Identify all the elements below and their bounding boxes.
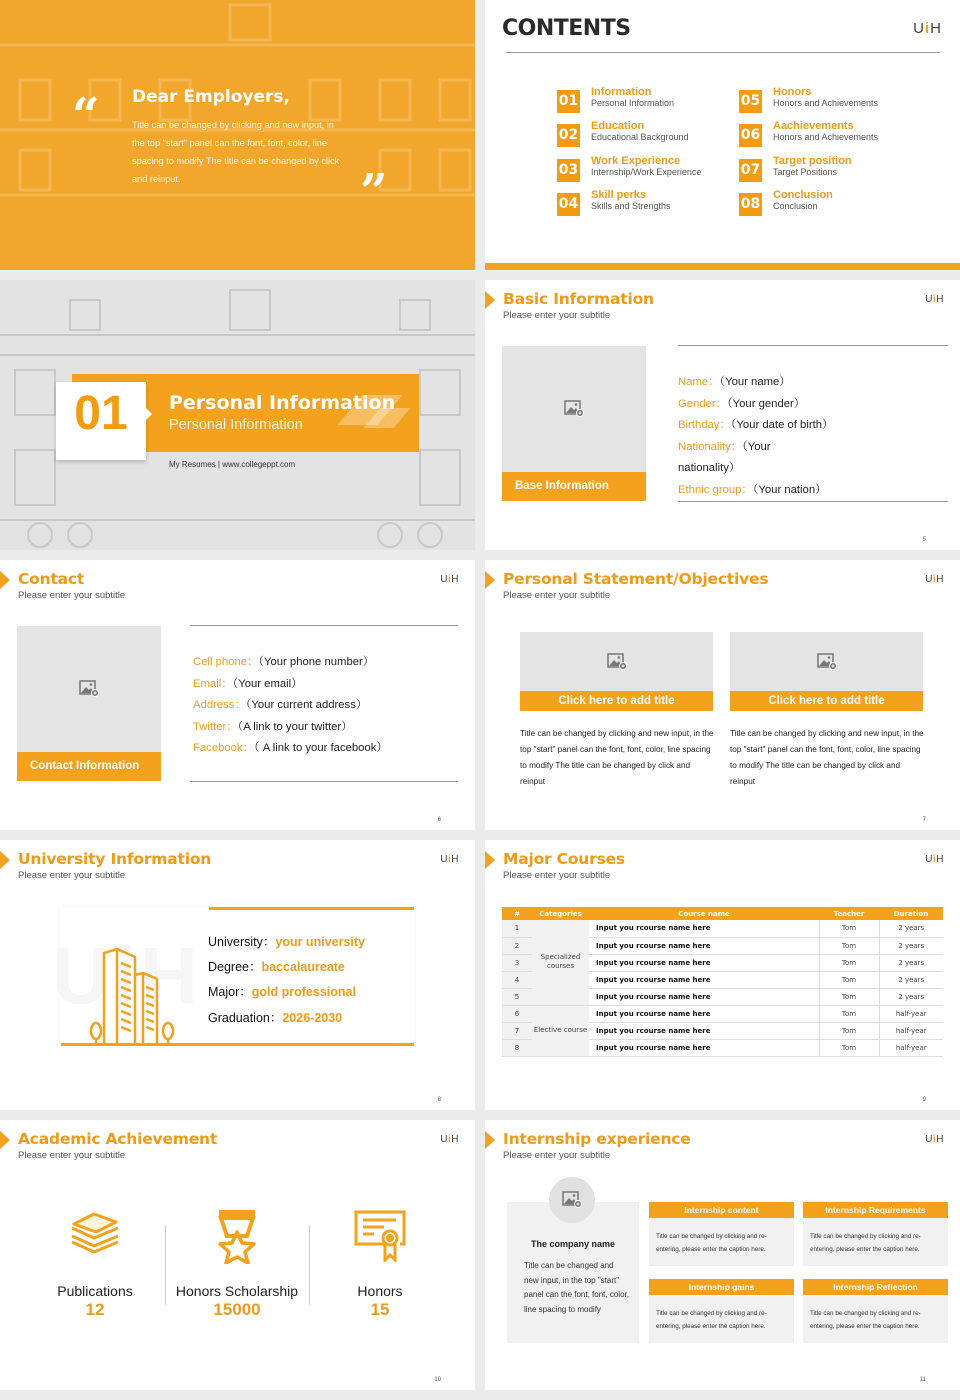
company-description: Title can be changed and new input, in the top "start" panel can the font, font, color, line spacing to modify	[524, 1261, 629, 1314]
toc-title: Skill perks	[591, 189, 647, 201]
table-row: 5 Input you rcourse name here Tom 2 years	[502, 988, 943, 1005]
slide-university-information[interactable]	[0, 840, 475, 1110]
table-row: 4 Input you rcourse name here Tom 2 years	[502, 971, 943, 988]
slide-subtitle: Please enter your subtitle	[18, 590, 126, 601]
page-number: 9	[922, 1097, 926, 1103]
slide-title: Internship experience	[503, 1130, 691, 1148]
page-number: 10	[434, 1377, 441, 1383]
slide-title: Academic Achievement	[18, 1130, 218, 1148]
toc-number: 07	[739, 159, 762, 182]
uih-logo: UiH	[925, 854, 944, 865]
col-duration: Duration	[879, 907, 943, 920]
company-name: The company name	[530, 1239, 616, 1249]
page-number: 5	[922, 537, 926, 543]
field-degree: Degree：baccalaureate	[208, 960, 345, 975]
photo-placeholder[interactable]	[17, 626, 161, 781]
field-gender: Gender：（Your gender）	[678, 397, 806, 410]
uih-logo: UiH	[440, 1134, 459, 1145]
toc-subtitle: Internship/Work Experience	[591, 167, 702, 177]
col-course-name: Course name	[589, 907, 819, 920]
card-text-2: Title can be changed by clicking and new input, in the top "start" panel can the font, font, color, line spacing to modify The title can be changed by click and reinput	[730, 729, 924, 786]
uih-logo: UiH	[440, 574, 459, 585]
field-twitter: Twitter：（A link to your twitter）	[193, 720, 353, 733]
field-address: Address：（Your current address）	[193, 699, 368, 712]
toc-title: Honors	[773, 86, 812, 98]
slide-subtitle: Please enter your subtitle	[503, 310, 611, 321]
page-number: 8	[437, 1097, 441, 1103]
field-university: University：your university	[208, 935, 365, 949]
toc-title: Target position	[773, 155, 852, 167]
field-email: Email：（Your email）	[193, 677, 303, 690]
page-number: 7	[922, 817, 926, 823]
divider-bottom	[190, 781, 458, 782]
open-quote-icon: “	[72, 88, 100, 144]
section-subtitle: Personal Information	[169, 417, 303, 433]
divider-top	[190, 625, 458, 626]
toc-subtitle: Educational Background	[591, 132, 689, 142]
contents-title: CONTENTS	[502, 16, 631, 41]
toc-subtitle: Target Positions	[773, 167, 838, 177]
accent-line-top	[209, 907, 414, 910]
university-fields	[208, 930, 365, 1031]
card-title-bar-2[interactable]: Click here to add title	[730, 691, 923, 711]
card-text-1: Title can be changed by clicking and new input, in the top "start" panel can the font, font, color, line spacing to modify The title can be changed by click and reinput	[520, 729, 714, 786]
toc-subtitle: Skills and Strengths	[591, 201, 671, 211]
close-quote-icon: ”	[360, 164, 388, 220]
table-row: 6 Elective course Input you rcourse name here Tom half-year	[502, 1005, 943, 1022]
slide-subtitle: Please enter your subtitle	[18, 1150, 126, 1161]
slide-contents[interactable]	[485, 0, 960, 270]
internship-card-gains: Internship gains Title can be changed by clicking and re-entering, please enter the caption here.	[649, 1279, 794, 1343]
toc-title: Education	[591, 120, 645, 132]
slide-subtitle: Please enter your subtitle	[503, 1150, 611, 1161]
slide-title: Personal Statement/Objectives	[503, 570, 769, 588]
internship-card-requirements: Internship Requirements Title can be changed by clicking and re-entering, please enter the caption here.	[803, 1202, 948, 1266]
slide-major-courses[interactable]	[485, 840, 960, 1110]
page-number: 11	[919, 1377, 926, 1383]
toc-title: Conclusion	[773, 189, 833, 201]
add-image-icon	[607, 653, 627, 670]
header-arrow-icon	[485, 851, 495, 869]
toc-subtitle: Honors and Achievements	[773, 98, 879, 108]
slide-title: Basic Information	[503, 290, 654, 308]
slide-section-personal-info[interactable]	[0, 280, 475, 550]
field-name: Name：（Your name）	[678, 376, 791, 388]
header-arrow-icon	[485, 1131, 495, 1149]
section-number: 01	[74, 387, 128, 440]
basic-fields	[678, 372, 878, 502]
uih-logo: UiH	[913, 20, 942, 37]
certificate-icon	[305, 1210, 455, 1266]
toc-subtitle: Conclusion	[773, 201, 818, 211]
internship-card-reflection: Internship Reflection Title can be changed by clicking and re-entering, please enter the caption here.	[803, 1279, 948, 1343]
slide-academic-achievement[interactable]	[0, 1120, 475, 1390]
field-major: Major：gold professional	[208, 985, 356, 1000]
table-row: 2 Input you rcourse name here Tom 2 years	[502, 937, 943, 954]
divider-top	[678, 345, 948, 346]
field-graduation: Graduation：2026-2030	[208, 1010, 343, 1025]
papers-stack-icon	[20, 1210, 170, 1266]
achievement-publications: Publications 12	[20, 1210, 170, 1320]
uih-logo: UiH	[925, 294, 944, 305]
header-arrow-icon	[0, 571, 10, 589]
col-teacher: Teacher	[819, 907, 879, 920]
header-arrow-icon	[485, 291, 495, 309]
photo-label: Contact Information	[17, 752, 161, 781]
toc-number: 03	[557, 159, 580, 182]
section-footer: My Resumes | www.collegeppt.com	[169, 460, 296, 469]
pointer-arrow	[146, 408, 152, 420]
slide-subtitle: Please enter your subtitle	[503, 870, 611, 881]
slide-subtitle: Please enter your subtitle	[18, 870, 126, 881]
uih-watermark: UiH	[52, 931, 202, 1020]
toc-number: 06	[739, 124, 762, 147]
uih-logo: UiH	[925, 1134, 944, 1145]
accent-bottom-bar	[485, 263, 960, 270]
company-logo-placeholder[interactable]	[549, 1177, 595, 1223]
field-cell-phone: Cell phone：（Your phone number）	[193, 656, 375, 668]
add-image-icon	[817, 653, 837, 670]
divider-bottom	[678, 501, 948, 502]
field-birthday: Birthday：（Your date of birth）	[678, 419, 834, 432]
field-nationality: Nationality：（Your nationality）	[678, 440, 771, 475]
header-arrow-icon	[0, 851, 10, 869]
toc-subtitle: Honors and Achievements	[773, 132, 879, 142]
slide-internship-experience[interactable]	[485, 1120, 960, 1390]
col-num: #	[502, 907, 532, 920]
header-arrow-icon	[0, 1131, 10, 1149]
image-placeholder-1[interactable]	[520, 632, 713, 691]
medal-star-icon	[162, 1210, 312, 1266]
table-header-row	[502, 907, 943, 920]
add-image-icon	[562, 1191, 582, 1208]
toc-number: 04	[557, 193, 580, 216]
table-row: 7 Input you rcourse name here Tom half-year	[502, 1022, 943, 1039]
cover-heading: Dear Employers,	[132, 87, 290, 107]
slide-subtitle: Please enter your subtitle	[503, 590, 611, 601]
toc-title: Information	[591, 86, 652, 98]
toc-title: Work Experience	[591, 155, 681, 167]
slide-personal-statement[interactable]	[485, 560, 960, 830]
divider	[506, 52, 940, 53]
header-arrow-icon	[485, 571, 495, 589]
toc-subtitle: Personal Information	[591, 98, 675, 108]
accent-line-bottom	[61, 1043, 414, 1046]
slide-basic-information[interactable]	[485, 280, 960, 550]
section-title: Personal Information	[169, 392, 396, 414]
slide-contact[interactable]	[0, 560, 475, 830]
page-number: 6	[437, 817, 441, 823]
toc-number: 08	[739, 193, 762, 216]
category-cell: Specialized courses	[532, 920, 589, 1005]
slide-cover-quote[interactable]	[0, 0, 475, 270]
contact-fields	[193, 652, 463, 760]
uih-logo: UiH	[925, 574, 944, 585]
internship-card-content: Internship content Title can be changed by clicking and re-entering, please enter the caption here.	[649, 1202, 794, 1266]
field-ethnic-group: Ethnic group：（Your nation）	[678, 483, 827, 496]
toc-number: 01	[557, 90, 580, 113]
achievement-honors-scholarship: Honors Scholarship 15000	[162, 1210, 312, 1320]
photo-placeholder[interactable]	[502, 346, 646, 501]
uih-logo: UiH	[440, 854, 459, 865]
toc-title: Aachievements	[773, 120, 854, 132]
toc-number: 05	[739, 90, 762, 113]
card-title-bar-1[interactable]: Click here to add title	[520, 691, 713, 711]
buildings-icon	[85, 945, 180, 1045]
add-image-icon	[79, 680, 99, 697]
field-facebook: Facebook：（ A link to your facebook）	[193, 742, 388, 755]
toc-number: 02	[557, 124, 580, 147]
category-cell: Elective course	[532, 1005, 589, 1056]
slide-title: University Information	[18, 850, 212, 868]
table-row: 3 Input you rcourse name here Tom 2 years	[502, 954, 943, 971]
image-placeholder-2[interactable]	[730, 632, 923, 691]
cover-body-text: Title can be changed by clicking and new input, in the top "start" panel can the font, font, color, line spacing to modify The title can be changed by click and reinput.	[132, 120, 340, 184]
achievement-honors: Honors 15	[305, 1210, 455, 1320]
slide-title: Major Courses	[503, 850, 625, 868]
courses-table	[502, 907, 943, 1057]
photo-label: Base Information	[502, 472, 646, 501]
slide-title: Contact	[18, 570, 85, 588]
col-categories: Categories	[532, 907, 589, 920]
table-row: 8 Input you rcourse name here Tom half-year	[502, 1039, 943, 1056]
table-row: 1 Specialized courses Input you rcourse name here Tom 2 years	[502, 920, 943, 937]
add-image-icon	[564, 400, 584, 417]
